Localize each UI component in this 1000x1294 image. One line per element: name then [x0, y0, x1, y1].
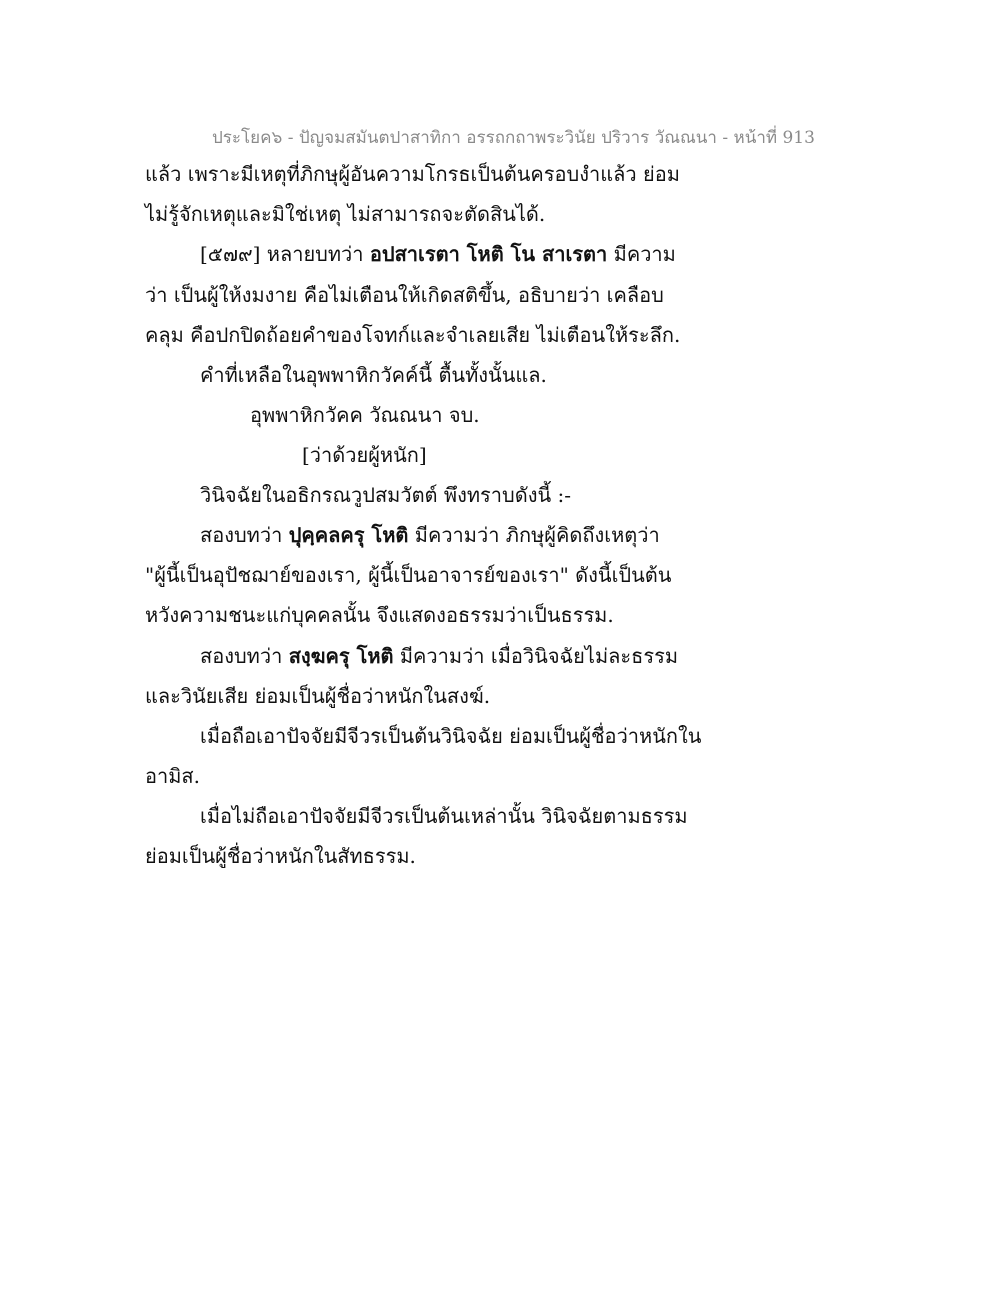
body-text: สองบทว่า	[200, 523, 289, 547]
body-line: และวินัยเสีย ย่อมเป็นผู้ชื่อว่าหนักในสงฆ์.	[145, 684, 491, 708]
body-line: แล้ว เพราะมีเหตุที่ภิกษุผู้อันความโกรธเป็นต้นครอบงำแล้ว ย่อม	[145, 162, 680, 186]
section-title: [ว่าด้วยผู้หนัก]	[302, 443, 427, 467]
body-line	[200, 242, 676, 266]
pali-term: อปสาเรตา โหติ โน สาเรตา	[369, 242, 608, 266]
body-line: เมื่อถือเอาปัจจัยมีจีวรเป็นต้นวินิจฉัย ย่อมเป็นผู้ชื่อว่าหนักใน	[200, 724, 702, 748]
body-text: สองบทว่า	[200, 644, 289, 668]
verse-number-text: [๕๗๙] หลายบทว่า	[200, 242, 370, 266]
body-text: มีความว่า ภิกษุผู้คิดถึงเหตุว่า	[408, 523, 660, 547]
body-line	[200, 644, 678, 668]
body-line: เมื่อไม่ถือเอาปัจจัยมีจีวรเป็นต้นเหล่านั้น วินิจฉัยตามธรรม	[200, 804, 688, 828]
body-line: คลุม คือปกปิดถ้อยคำของโจทก์และจำเลยเสีย ไม่เตือนให้ระลึก.	[145, 323, 681, 347]
body-line: อามิส.	[145, 764, 200, 788]
body-line: "ผู้นี้เป็นอุปัชฌาย์ของเรา, ผู้นี้เป็นอาจารย์ของเรา" ดังนี้เป็นต้น	[145, 563, 672, 587]
body-line	[200, 523, 660, 547]
body-line: ย่อมเป็นผู้ชื่อว่าหนักในสัทธรรม.	[145, 844, 416, 868]
pali-term: สงฺฆครุ โหติ	[288, 644, 394, 668]
body-line: ว่า เป็นผู้ให้งมงาย คือไม่เตือนให้เกิดสติขึ้น, อธิบายว่า เคลือบ	[145, 283, 664, 307]
body-line: ไม่รู้จักเหตุและมิใช่เหตุ ไม่สามารถจะตัดสินได้.	[145, 202, 546, 226]
body-line: หวังความชนะแก่บุคคลนั้น จึงแสดงอธรรมว่าเป็นธรรม.	[145, 603, 614, 627]
body-line: วินิจฉัยในอธิกรณวูปสมวัตต์ พึงทราบดังนี้ :-	[200, 483, 571, 507]
page-header: ประโยค๖ - ปัญจมสมันตปาสาทิกา อรรถกถาพระวินัย ปริวาร วัณณนา - หน้าที่ 913	[212, 128, 815, 148]
chapter-end-title: อุพพาหิกวัคค วัณณนา จบ.	[250, 403, 480, 427]
body-line: คำที่เหลือในอุพพาหิกวัคค์นี้ ตื้นทั้งนั้นแล.	[200, 363, 547, 387]
pali-term: ปุคฺคลครุ โหติ	[288, 523, 409, 547]
body-text: มีความว่า เมื่อวินิจฉัยไม่ละธรรม	[393, 644, 679, 668]
body-text: มีความ	[607, 242, 676, 266]
